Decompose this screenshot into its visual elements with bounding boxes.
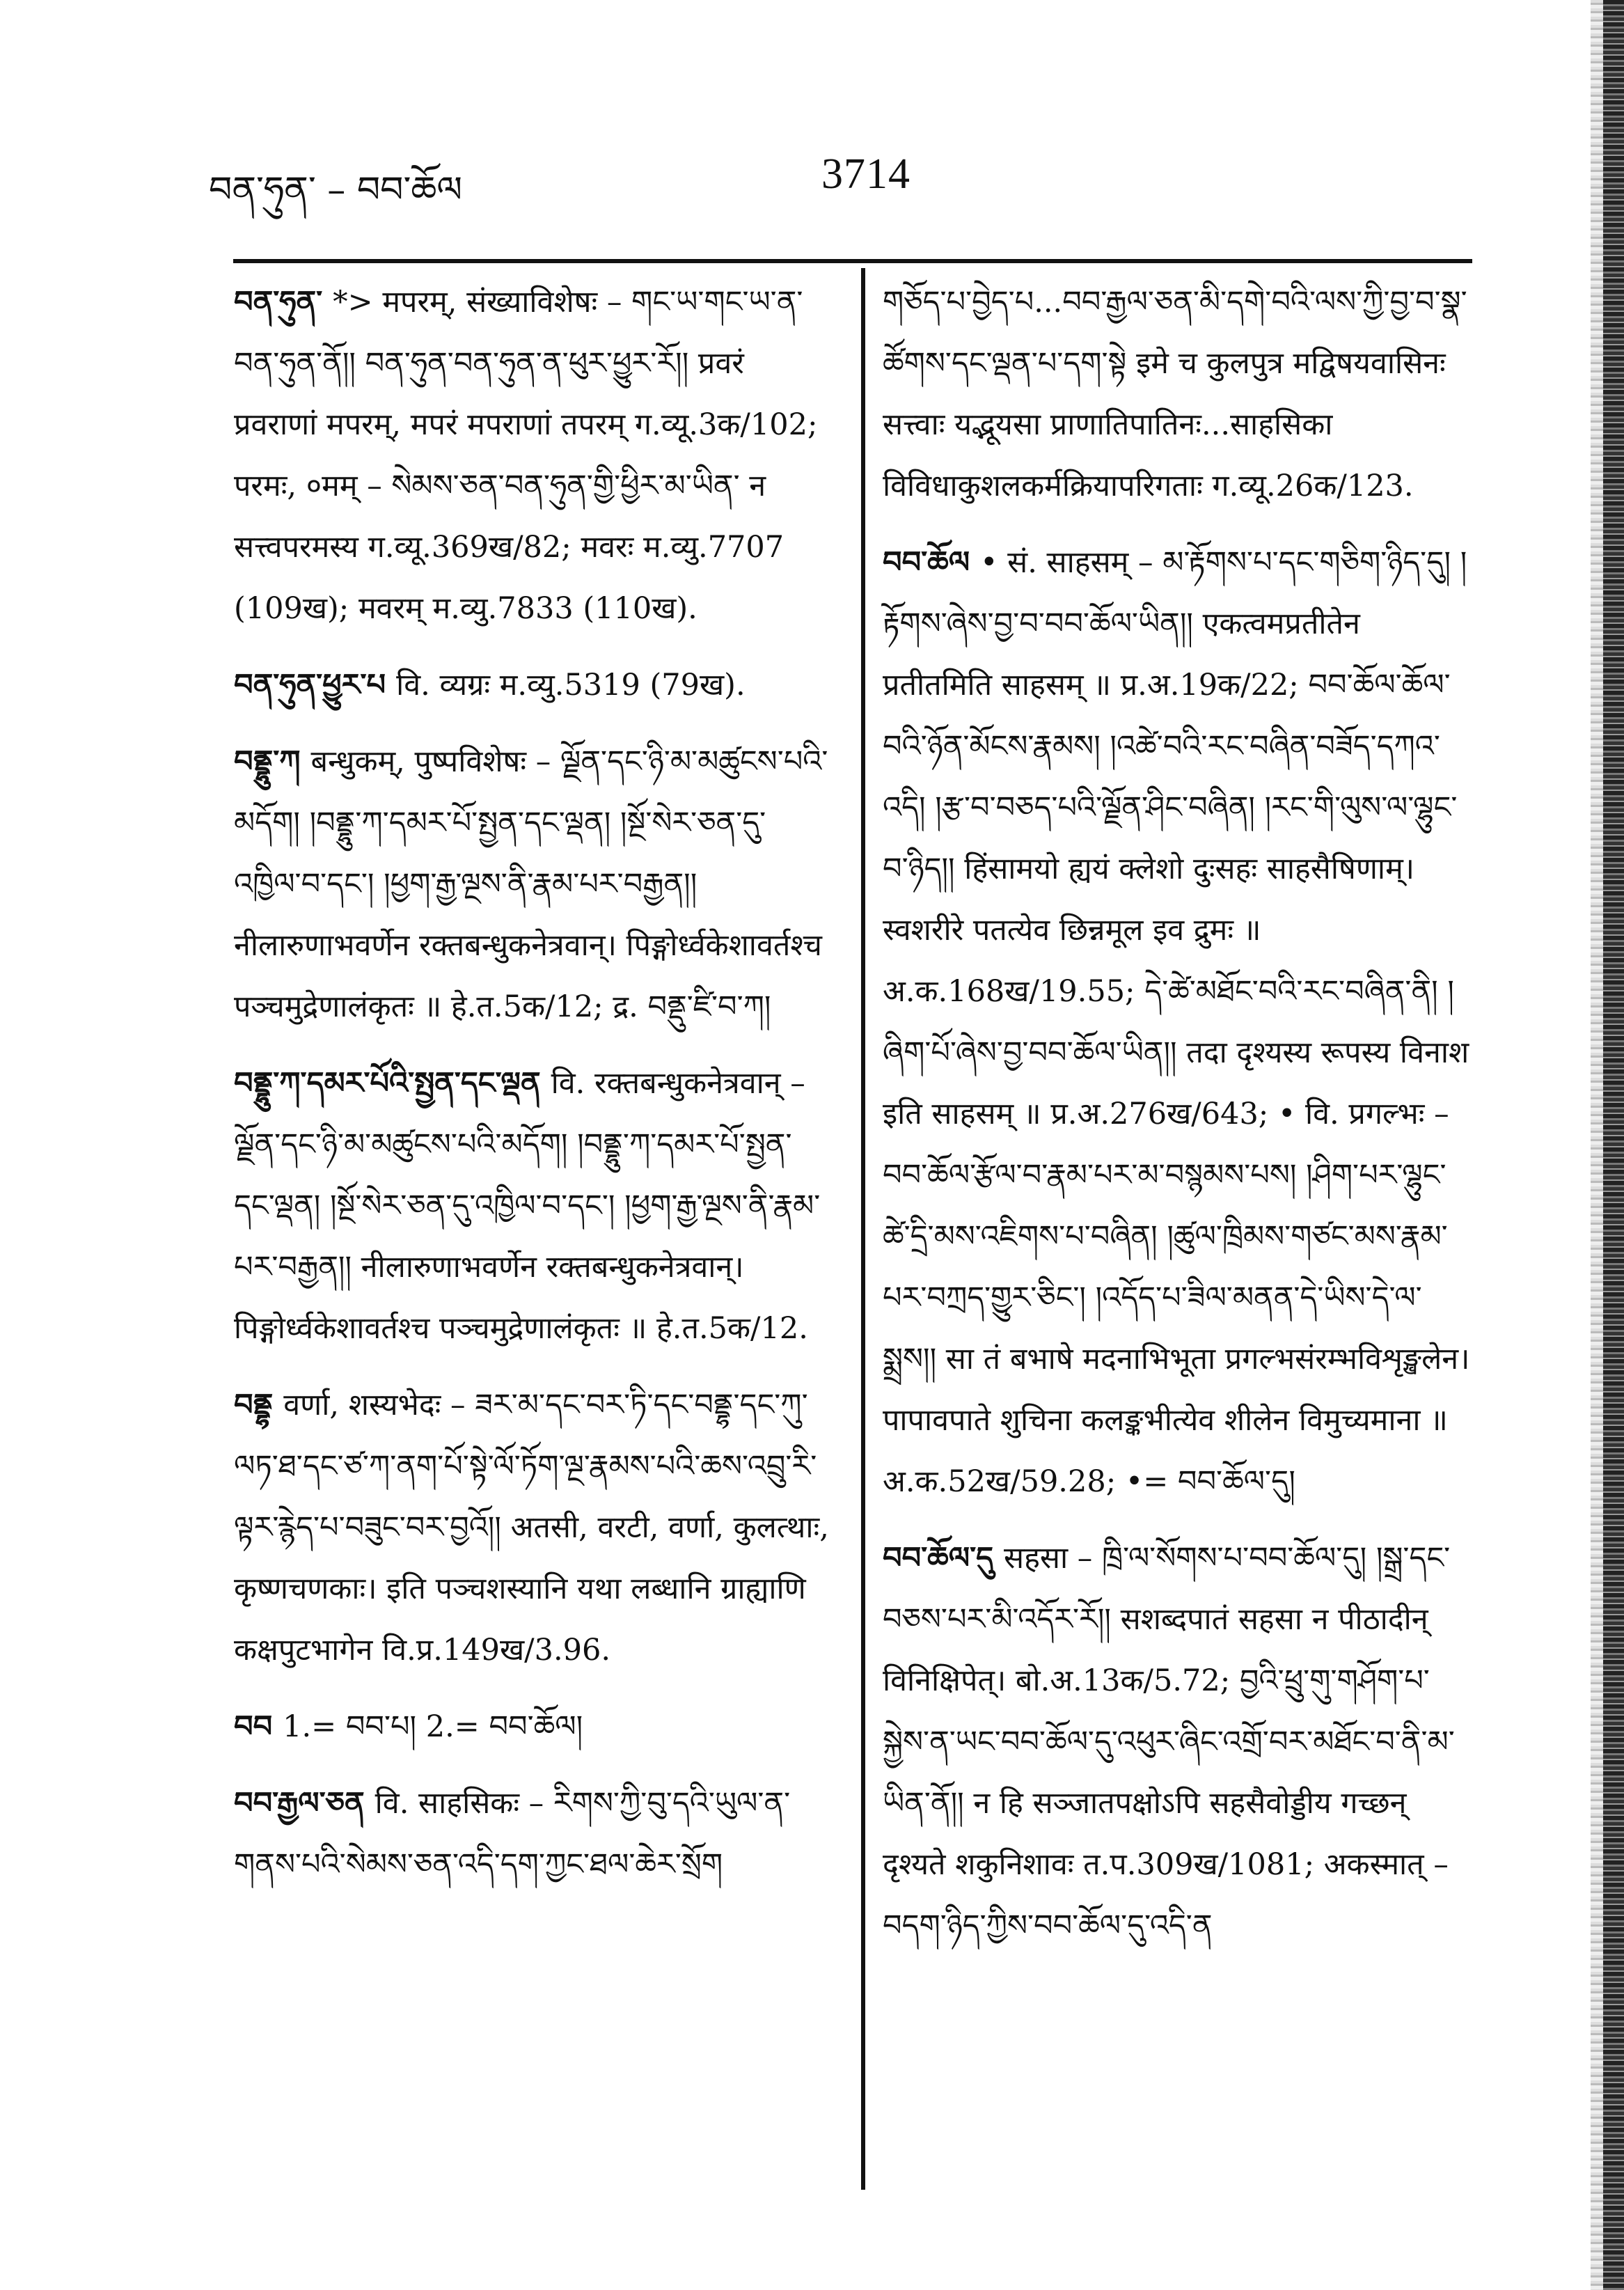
page-number: 3714 <box>821 150 910 198</box>
entry-text: *> मपरम्, संख्याविशेषः – གང་ཡ་གང་ཡ་ན་བན་ཧུན་ནོ།། བན་ཧུན་བན་ཧུན་ན་ཕུར་ཕྱུར་རོ།། प्रवरं प्रवराणां मपरम्, मपरं मपराणां तपरम् ग.व्यू.3क/102; परमः, ०मम् – སེམས་ཅན་བན་ཧུན་གྱི་ཕྱིར་མ་ཡིན་ न सत्त्वपरमस्य ग.व्यू.369ख/82; मवरः म.व्यु.7707 (109ख); मवरम् म.व्यु.7833 (110ख). <box>234 285 818 626</box>
dictionary-entry <box>883 1528 1471 1956</box>
dictionary-entry <box>234 1374 829 1681</box>
entry-headword: བབ་ཆོལ <box>883 545 981 580</box>
scan-edge-shadow <box>1591 0 1603 2290</box>
entry-headword: བནྡྷུ་ཀ <box>234 744 311 779</box>
dictionary-entry <box>883 272 1471 517</box>
entry-text: वि. व्यग्रः म.व्यु.5319 (79ख). <box>396 668 746 703</box>
entry-headword: བབ <box>234 1709 283 1744</box>
header-rule <box>233 259 1472 263</box>
entry-text: बन्धुकम्, पुष्पविशेषः – ལྗོན་དང་ཉི་མ་མཚུངས་པའི་མདོག། །བནྡྷུ་ཀ་དམར་པོ་སྤྱན་དང་ལྡན། །སྔོ་སེར་ཅན་དུ་འཁྱིལ་བ་དང་། །ཕྱག་རྒྱ་ལྔས་ནི་རྣམ་པར་བརྒྱན།། नीलारुणाभवर्णेन रक्तबन्धुकनेत्रवान्। पिङ्गोर्ध्वकेशावर्तश्च पञ्चमुद्रेणालंकृतः ॥ हे.त.5क/12; द्र. བནྡུ་ཛི་བ་ཀ། <box>234 744 828 1024</box>
scan-edge-strip <box>1603 0 1624 2290</box>
dictionary-entry <box>234 1053 829 1359</box>
column-divider <box>861 268 865 2190</box>
entry-text: གཅོད་པ་བྱེད་པ...བབ་རྒྱལ་ཅན་མི་དགེ་བའི་ལས་ཀྱི་བྱ་བ་སྣ་ཚོགས་དང་ལྡན་པ་དག་སྟེ इमे च कुलपुत्र मद्विषयवासिनः सत्त्वाः यद्भूयसा प्राणातिपातिनः...साहसिका विविधाकुशलकर्मक्रियापरिगताः ग.व्यू.26क/123. <box>883 285 1467 503</box>
dictionary-entry <box>883 532 1471 1512</box>
entry-headword: བནྡྷ <box>234 1388 284 1422</box>
dictionary-entry <box>234 1773 829 1895</box>
running-head: བན་ཧུན་ – བབ་ཆོལ <box>209 169 463 211</box>
entry-headword: བན་ཧུན་ཕྱུར་པ <box>234 668 397 703</box>
dictionary-entry <box>234 272 829 639</box>
entry-text: 1.= བབ་པ། 2.= བབ་ཆོལ། <box>283 1709 583 1744</box>
dictionary-entry <box>234 731 829 1037</box>
entry-text: वि. रक्तबन्धुकनेत्रवान् – ལྗོན་དང་ཉི་མ་མཚུངས་པའི་མདོག། །བནྡྷུ་ཀ་དམར་པོ་སྤྱན་དང་ལྡན། །སྔོ་སེར་ཅན་དུ་འཁྱིལ་བ་དང་། །ཕྱག་རྒྱ་ལྔས་ནི་རྣམ་པར་བརྒྱན།། नीलारुणाभवर्णेन रक्तबन्धुकनेत्रवान्। पिङ्गोर्ध्वकेशावर्तश्च पञ्चमुद्रेणालंकृतः ॥ हे.त.5क/12. <box>234 1066 821 1346</box>
entry-headword: བབ་ཆོལ་དུ <box>883 1541 1004 1576</box>
entry-headword: བནྡྷུ་ཀ་དམར་པོའི་སྤྱན་དང་ལྡན <box>234 1066 551 1101</box>
entry-text: • सं. साहसम् – མ་རྟོགས་པ་དང་གཅིག་ཉིད་དུ། །རྟོགས་ཞེས་བྱ་བ་བབ་ཆོལ་ཡིན།། एकत्वमप्रतीतेन प्रतीतमिति साहसम् ॥ प्र.अ.19क/22; བབ་ཆོལ་ཆོལ་བའི་ཉོན་མོངས་རྣམས། །འཚེ་བའི་རང་བཞིན་བཟོད་དཀའ་འདི། །རྩ་བ་བཅད་པའི་ལྗོན་ཤིང་བཞིན། །རང་གི་ལུས་ལ་ལྷུང་བ་ཉིད།། हिंसामयो ह्ययं क्लेशो दुःसहः साहसैषिणाम्। स्वशरीरे पतत्येव छिन्नमूल इव द्रुमः ॥ अ.क.168ख/19.55; དེ་ཚེ་མཐོང་བའི་རང་བཞིན་ནི། །ཞིག་པོ་ཞེས་བྱ་བབ་ཆོལ་ཡིན།། तदा दृश्यस्य रूपस्य विनाश इति साहसम् ॥ प्र.अ.276ख/643; • वि. प्रगल्भः – བབ་ཆོལ་རྩོལ་བ་རྣམ་པར་མ་བསྙམས་པས། །ཤིག་པར་ལྷུང་ཚེ་དྲི་མས་འཇིགས་པ་བཞིན། །ཚུལ་ཁྲིམས་གཙང་མས་རྣམ་པར་བཀྲད་གྱུར་ཅིང་། །འདོད་པ་ཟིལ་མནན་དེ་ཡིས་དེ་ལ་སྨྲས།། सा तं बभाषे मदनाभिभूता प्रगल्भसंरम्भविशृङ्खलेन। पापावपाते शुचिना कलङ्कभीत्येव शीलेन विमुच्यमाना ॥ अ.क.52ख/59.28; •= བབ་ཆོལ་དུ། <box>883 545 1470 1499</box>
entry-headword: བབ་རྒྱལ་ཅན <box>234 1786 375 1821</box>
left-column <box>234 272 829 1911</box>
right-column <box>883 272 1471 1972</box>
entry-text: वर्णा, शस्यभेदः – ཟར་མ་དང་བར་ཏི་དང་བནྡྷ་དང་ཀུ་ལཏ་ཐ་དང་ཙ་ཀ་ནག་པོ་སྟེ་ལོ་ཏོག་ལྔ་རྣམས་པའི་ཆས་འབྲུ་རི་ལྟར་རྙེད་པ་བཟུང་བར་བྱའོ།། अतसी, वरटी, वर्णा, कुलत्थाः, कृष्णचणकाः। इति पञ्चशस्यानि यथा लब्धानि ग्राह्याणि कक्षपुटभागेन वि.प्र.149ख/3.96. <box>234 1388 829 1668</box>
entry-text: वि. साहसिकः – རིགས་ཀྱི་བུ་དའི་ཡུལ་ན་གནས་པའི་སེམས་ཅན་འདི་དག་ཀྱང་ཐལ་ཆེར་སྲོག <box>234 1786 791 1882</box>
entry-text: सहसा – ཁྲི་ལ་སོགས་པ་བབ་ཆོལ་དུ། །སྒྲ་དང་བཅས་པར་མི་འདོར་རོ།། सशब्दपातं सहसा न पीठादीन् विनिक्षिपेत्। बो.अ.13क/5.72; བྱའི་ཕྲུ་གུ་གཤོག་པ་སྐྱེས་ན་ཡང་བབ་ཆོལ་དུ་འཕུར་ཞིང་འགྲོ་བར་མཐོང་བ་ནི་མ་ཡིན་ནོ།། न हि सञ्जातपक्षोऽपि सहसैवोड्डीय गच्छन् दृश्यते शकुनिशावः त.प.309ख/1081; अकस्मात् – བདག་ཉིད་ཀྱིས་བབ་ཆོལ་དུ་འདི་ན <box>883 1541 1455 1943</box>
dictionary-entry <box>234 654 829 716</box>
entry-headword: བན་ཧུན་ <box>234 285 333 320</box>
dictionary-entry <box>234 1696 829 1757</box>
